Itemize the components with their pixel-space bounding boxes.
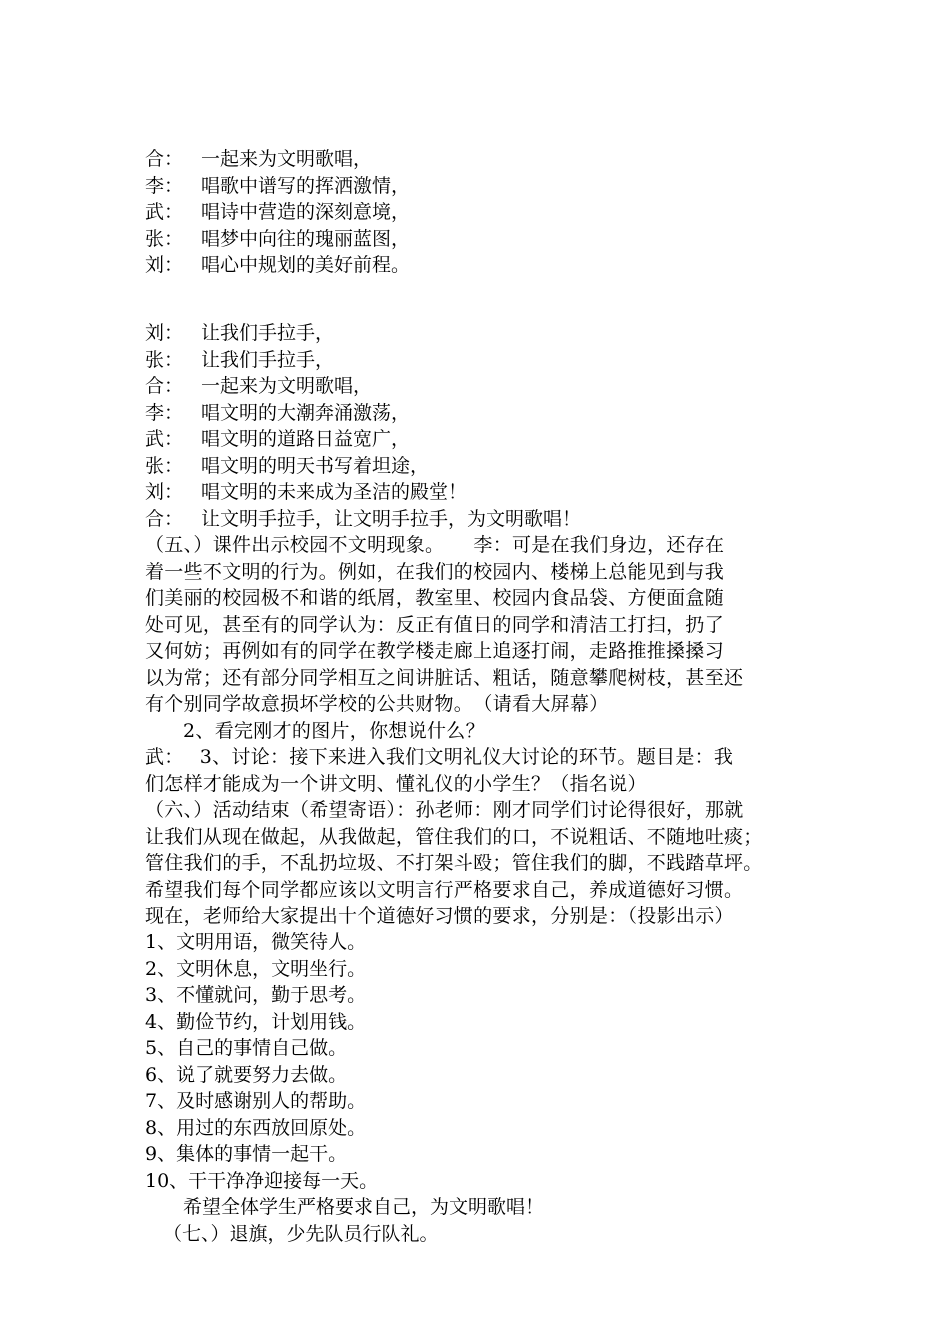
question-line: 2、看完刚才的图片，你想说什么？ — [183, 719, 485, 742]
speaker-label: 武： — [145, 428, 184, 450]
section-six-line: （六、）活动结束（希望寄语）：孙老师：刚才同学们讨论得很好，那就 — [145, 799, 744, 821]
dialogue-line — [145, 146, 815, 173]
discussion-line: 们怎样才能成为一个讲文明、懂礼仪的小学生？（指名说） — [145, 772, 647, 795]
paragraph-line: 以为常；还有部分同学相互之间讲脏话、粗话，随意攀爬树枝，甚至还 — [145, 666, 744, 689]
dialogue-line — [145, 453, 815, 480]
speaker-label: 合： — [145, 148, 184, 170]
list-item: 7、及时感谢别人的帮助。 — [145, 1090, 367, 1112]
list-item: 9、集体的事情一起干。 — [145, 1143, 348, 1165]
section-seven-line: （七、）退旗，少先队员行队礼。 — [163, 1222, 439, 1245]
speaker-label: 张： — [145, 348, 184, 371]
section-six-line: 希望我们每个同学都应该以文明言行严格要求自己，养成道德好习惯。 — [145, 878, 744, 901]
dialogue-text: 让文明手拉手，让文明手拉手，为文明歌唱！ — [201, 507, 582, 530]
dialogue-text: 唱文明的大潮奔涌激荡， — [201, 401, 411, 424]
dialogue-line — [145, 400, 815, 427]
list-item: 4、勤俭节约，计划用钱。 — [145, 1010, 367, 1033]
speaker-label: 刘： — [145, 254, 184, 276]
speaker-label: 李： — [145, 174, 184, 197]
dialogue-text: 唱歌中谱写的挥洒激情， — [201, 174, 411, 197]
dialogue-line — [145, 426, 815, 453]
dialogue-line — [145, 506, 815, 533]
dialogue-line — [145, 199, 815, 226]
dialogue-line — [145, 252, 815, 279]
dialogue-text: 唱心中规划的美好前程。 — [201, 254, 411, 276]
list-item: 8、用过的东西放回原处。 — [145, 1116, 367, 1139]
dialogue-line — [145, 226, 815, 253]
speaker-label: 武： — [145, 201, 184, 223]
paragraph-line: 处可见，甚至有的同学认为：反正有值日的同学和清洁工打扫，扔了 — [145, 613, 725, 636]
paragraph-line: 又何妨；再例如有的同学在教学楼走廊上追逐打闹，走路推推搡搡习 — [145, 640, 725, 662]
dialogue-line — [145, 347, 815, 374]
list-item: 1、文明用语，微笑待人。 — [145, 931, 367, 953]
list-item: 5、自己的事情自己做。 — [145, 1037, 348, 1059]
section-six-line: 现在，老师给大家提出十个道德好习惯的要求，分别是：（投影出示） — [145, 905, 734, 927]
speaker-label: 合： — [145, 507, 184, 530]
closing-wish: 希望全体学生严格要求自己，为文明歌唱！ — [183, 1196, 545, 1218]
speaker-label: 刘： — [145, 322, 184, 344]
dialogue-text: 唱诗中营造的深刻意境， — [201, 201, 411, 223]
dialogue-line — [145, 373, 815, 400]
dialogue-block-b — [145, 320, 815, 532]
speaker-label: 张： — [145, 227, 184, 250]
list-item: 3、不懂就问，勤于思考。 — [145, 984, 367, 1006]
dialogue-text: 一起来为文明歌唱， — [201, 148, 373, 170]
paragraph-line: 着一些不文明的行为。例如，在我们的校园内、楼梯上总能见到与我 — [145, 560, 725, 583]
speaker-label: 刘： — [145, 481, 184, 503]
section-six-line: 管住我们的手，不乱扔垃圾、不打架斗殴；管住我们的脚，不践踏草坪。 — [145, 852, 763, 874]
speaker-label: 李： — [145, 401, 184, 424]
list-item: 6、说了就要努力去做。 — [145, 1063, 348, 1086]
list-item: 2、文明休息，文明坐行。 — [145, 957, 367, 980]
speaker-label: 合： — [145, 375, 184, 397]
speaker-label: 张： — [145, 454, 184, 477]
dialogue-block-a — [145, 146, 815, 279]
dialogue-text: 让我们手拉手， — [201, 322, 335, 344]
dialogue-line — [145, 173, 815, 200]
dialogue-text: 一起来为文明歌唱， — [201, 375, 373, 397]
dialogue-text: 唱文明的道路日益宽广， — [201, 428, 411, 450]
discussion-line: 武： 3、讨论：接下来进入我们文明礼仪大讨论的环节。题目是：我 — [145, 746, 734, 768]
habits-list — [145, 929, 815, 1247]
paragraph-line: 们美丽的校园极不和谐的纸屑，教室里、校园内食品袋、方便面盒随 — [145, 587, 725, 609]
section-six-line: 让我们从现在做起，从我做起，管住我们的口，不说粗话、不随地吐痰； — [145, 825, 763, 848]
section-five-paragraph — [145, 532, 815, 930]
dialogue-text: 唱文明的未来成为圣洁的殿堂！ — [201, 481, 468, 503]
dialogue-text: 唱梦中向往的瑰丽蓝图， — [201, 227, 411, 250]
dialogue-text: 唱文明的明天书写着坦途， — [201, 454, 430, 477]
dialogue-line — [145, 479, 815, 506]
paragraph-line: 有个别同学故意损坏学校的公共财物。 （请看大屏幕） — [145, 693, 609, 715]
dialogue-text: 让我们手拉手， — [201, 348, 335, 371]
dialogue-line — [145, 320, 815, 347]
paragraph-line: （五、）课件出示校园不文明现象。 李：可是在我们身边，还存在 — [145, 534, 725, 556]
list-item: 10、干干净净迎接每一天。 — [145, 1169, 379, 1192]
